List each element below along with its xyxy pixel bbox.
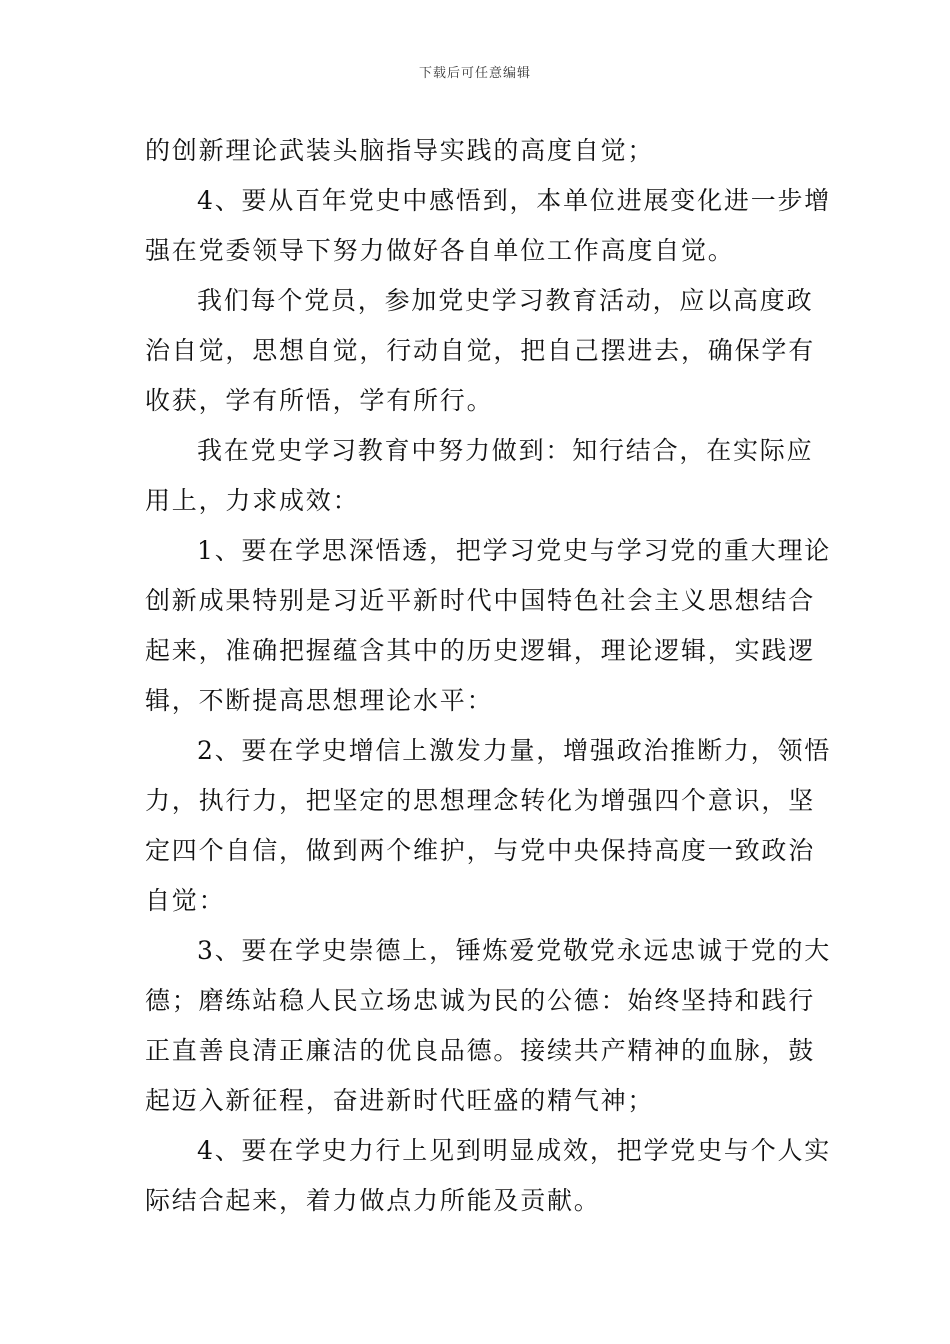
page-header: 下载后可任意编辑 xyxy=(418,66,531,81)
text-line: 的创新理论武装头脑指导实践的高度自觉； xyxy=(145,136,655,165)
text-line: 用上，力求成效： xyxy=(145,486,360,515)
text-line: 起迈入新征程，奋进新时代旺盛的精气神； xyxy=(145,1086,655,1115)
text-line: 2、要在学史增信上激发力量，增强政治推断力，领悟 xyxy=(197,736,832,765)
text-line: 正直善良清正廉洁的优良品德。接续共产精神的血脉，鼓 xyxy=(145,1036,816,1065)
text-line: 收获，学有所悟，学有所行。 xyxy=(145,386,494,415)
text-line: 辑，不断提高思想理论水平： xyxy=(145,686,494,715)
text-line: 创新成果特别是习近平新时代中国特色社会主义思想结合 xyxy=(145,586,816,615)
text-line: 4、要从百年党史中感悟到，本单位进展变化进一步增 xyxy=(197,186,832,215)
text-line: 4、要在学史力行上见到明显成效，把学党史与个人实 xyxy=(197,1136,832,1165)
text-line: 3、要在学史崇德上，锤炼爱党敬党永远忠诚于党的大 xyxy=(197,936,832,965)
text-line: 际结合起来，着力做点力所能及贡献。 xyxy=(145,1186,601,1215)
text-line: 1、要在学思深悟透，把学习党史与学习党的重大理论 xyxy=(197,536,832,565)
text-line: 治自觉，思想自觉，行动自觉，把自己摆进去，确保学有 xyxy=(145,336,816,365)
text-line: 德；磨练站稳人民立场忠诚为民的公德：始终坚持和践行 xyxy=(145,986,816,1015)
text-line: 起来，准确把握蕴含其中的历史逻辑，理论逻辑，实践逻 xyxy=(145,636,816,665)
text-line: 强在党委领导下努力做好各自单位工作高度自觉。 xyxy=(145,236,735,265)
text-line: 力，执行力，把坚定的思想理念转化为增强四个意识，坚 xyxy=(145,786,816,815)
text-line: 我们每个党员，参加党史学习教育活动，应以高度政 xyxy=(197,286,814,315)
text-line: 定四个自信，做到两个维护，与党中央保持高度一致政治 xyxy=(145,836,816,865)
document-body xyxy=(145,126,832,1226)
text-line: 自觉： xyxy=(145,886,226,915)
text-line: 我在党史学习教育中努力做到：知行结合，在实际应 xyxy=(197,436,814,465)
